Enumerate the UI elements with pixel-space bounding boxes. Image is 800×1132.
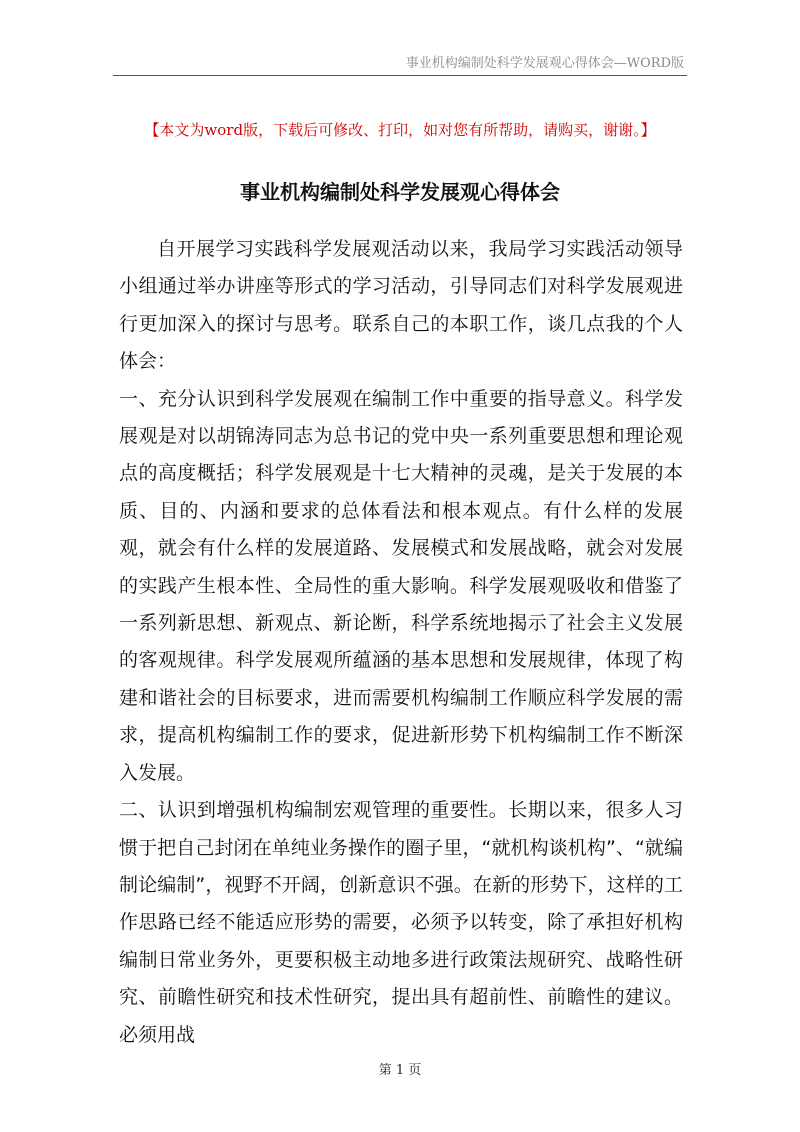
- purchase-notice: 【本文为word版，下载后可修改、打印，如对您有所帮助，请购买，谢谢。】: [144, 121, 656, 139]
- paragraph-point-2: 二、认识到增强机构编制宏观管理的重要性。长期以来，很多人习惯于把自己封闭在单纯业务操作的圈子里，“就机构谈机构”、“就编制论编制”，视野不开阔，创新意识不强。在新的形势下，这样的工作思路已经不能适应形势的需要，必须予以转变，除了承担好机构编制日常业务外，更要积极主动地多进行政策法规研究、战略性研究、前瞻性研究和技术性研究，提出具有超前性、前瞻性的建议。必须用战: [119, 799, 683, 1046]
- document-title: 事业机构编制处科学发展观心得体会: [240, 180, 560, 204]
- running-header: 事业机构编制处科学发展观心得体会—WORD版: [405, 56, 684, 71]
- paragraph-point-1: 一、充分认识到科学发展观在编制工作中重要的指导意义。科学发展观是对以胡锦涛同志为总书记的党中央一系列重要思想和理论观点的高度概括；科学发展观是十七大精神的灵魂，是关于发展的本质、目的、内涵和要求的总体看法和根本观点。有什么样的发展观，就会有什么样的发展道路、发展模式和发展战略，就会对发展的实践产生根本性、全局性的重大影响。科学发展观吸收和借鉴了一系列新思想、新观点、新论断，科学系统地揭示了社会主义发展的客观规律。科学发展观所蕴涵的基本思想和发展规律，体现了构建和谐社会的目标要求，进而需要机构编制工作顺应科学发展的需求，提高机构编制工作的要求，促进新形势下机构编制工作不断深入发展。: [119, 387, 683, 784]
- document-body: [119, 231, 683, 1054]
- page-number: 第 1 页: [378, 1063, 422, 1078]
- header-divider: [113, 75, 687, 76]
- paragraph-intro: 自开展学习实践科学发展观活动以来，我局学习实践活动领导小组通过举办讲座等形式的学习活动，引导同志们对科学发展观进行更加深入的探讨与思考。联系自己的本职工作，谈几点我的个人体会：: [119, 238, 683, 373]
